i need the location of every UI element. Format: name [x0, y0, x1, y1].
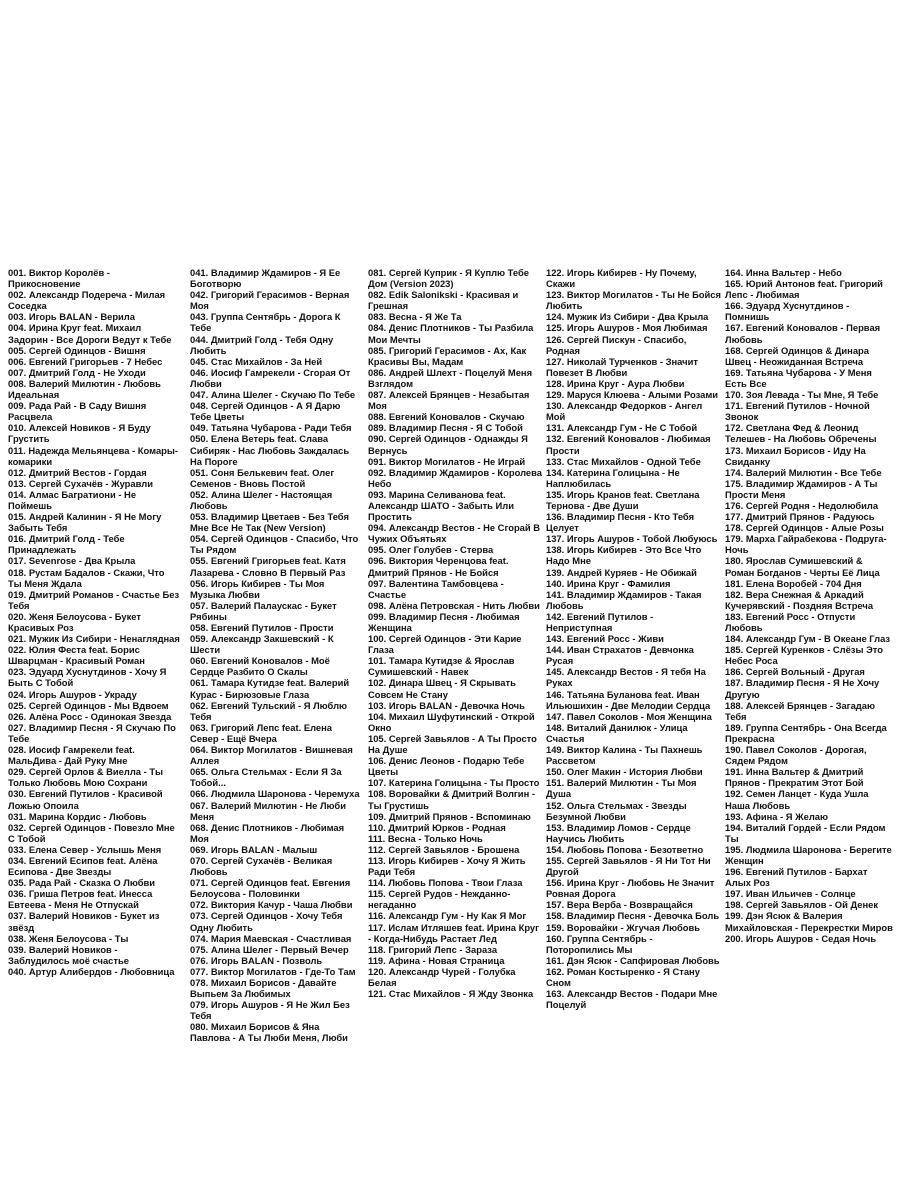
track-entry: 118. Григорий Лепс - Зараза: [368, 943, 498, 955]
track-entry: 111. Весна - Только Ночь: [368, 832, 483, 844]
track-entry: 134. Катерина Голицына - Не Наплюбилась: [546, 466, 680, 489]
track-entry: 128. Ирина Круг - Аура Любви: [546, 377, 685, 389]
track-entry: 099. Владимир Песня - Любимая Женщина: [368, 610, 520, 633]
track-entry: 119. Афина - Новая Страница: [368, 954, 505, 966]
track-entry: 077. Виктор Могилатов - Где-То Там: [190, 965, 356, 977]
track-entry: 161. Дэн Ясюк - Сапфировая Любовь: [546, 954, 720, 966]
track-entry: 196. Евгений Путилов - Бархат Алых Роз: [725, 866, 868, 889]
track-entry: 147. Павел Соколов - Моя Женщина: [546, 710, 712, 722]
track-entry: 137. Игорь Ашуров - Тобой Любуюсь: [546, 533, 718, 545]
track-entry: 096. Виктория Черенцова feat. Дмитрий Прянов - Не Бойся: [368, 555, 509, 578]
track-entry: 013. Сергей Сухачёв - Журавли: [8, 477, 153, 489]
track-entry: 182. Вера Снежная & Аркадий Кучерявский - Поздняя Встреча: [725, 588, 874, 611]
track-entry: 101. Тамара Кутидзе & Ярослав Сумишевский - Навек: [368, 655, 515, 678]
track-entry: 053. Владимир Цветаев - Без Тебя Мне Все Не Так (New Version): [190, 511, 349, 534]
track-entry: 019. Дмитрий Романов - Счастье Без Тебя: [8, 588, 180, 611]
track-entry: 024. Игорь Ашуров - Украду: [8, 688, 137, 700]
track-entry: 033. Елена Север - Услышь Меня: [8, 843, 162, 855]
track-entry: 160. Группа Сентябрь - Поторопились Мы: [546, 932, 653, 955]
track-entry: 009. Рада Рай - В Саду Вишня Расцвела: [8, 400, 147, 423]
track-entry: 048. Сергей Одинцов - А Я Дарю Тебе Цветы: [190, 400, 341, 423]
track-entry: 164. Инна Вальтер - Небо: [725, 267, 842, 278]
track-entry: 122. Игорь Кибирев - Ну Почему, Скажи: [546, 267, 697, 290]
track-entry: 174. Валерий Милютин - Все Тебе: [725, 466, 882, 478]
track-entry: 003. Игорь BALAN - Верила: [8, 311, 135, 323]
track-entry: 058. Евгений Путилов - Прости: [190, 622, 334, 633]
track-entry: 109. Дмитрий Прянов - Вспоминаю: [368, 810, 531, 822]
track-entry: 010. Алексей Новиков - Я Буду Грустить: [8, 422, 151, 445]
track-entry: 057. Валерий Палаускас - Букет Рябины: [190, 599, 337, 622]
track-entry: 189. Группа Сентябрь - Она Всегда Прекрасна: [725, 721, 887, 744]
track-entry: 152. Ольга Стельмах - Звезды Безумной Любви: [546, 799, 687, 822]
track-entry: 082. Edik Salonikski - Красивая и Грешная: [368, 289, 519, 312]
track-entry: 097. Валентина Тамбовцева - Счастье: [368, 577, 504, 600]
track-entry: 034. Евгений Есипов feat. Алёна Есипова - Две Звезды: [8, 854, 158, 878]
track-entry: 011. Надежда Мельянцева - Комары-комарики: [8, 444, 179, 467]
track-entry: 156. Ирина Круг - Любовь Не Значит Ровная Дорога: [546, 877, 715, 900]
track-entry: 116. Александр Гум - Ну Как Я Мог: [368, 910, 527, 922]
track-entry: 141. Владимир Ждамиров - Такая Любовь: [546, 588, 702, 611]
track-entry: 108. Воровайки & Дмитрий Волгин - Ты Грустишь: [368, 788, 535, 811]
track-entry: 181. Елена Воробей - 704 Дня: [725, 577, 862, 589]
track-entry: 036. Гриша Петров feat. Инесса Евтеева - Меня Не Отпускай: [8, 888, 153, 911]
tracklist-sheet: [8, 267, 894, 1044]
track-entry: 157. Вера Верба - Возвращайся: [546, 899, 693, 911]
track-entry: 002. Александр Подереча - Милая Соседка: [8, 289, 166, 312]
track-entry: 016. Дмитрий Голд - Тебе Принадлежать: [8, 533, 125, 556]
track-entry: 113. Игорь Кибирев - Хочу Я Жить Ради Тебя: [368, 854, 526, 878]
track-entry: 040. Артур Алибердов - Любовница: [8, 965, 175, 977]
track-entry: 155. Сергей Завьялов - Я Ни Тот Ни Другой: [546, 854, 711, 878]
track-entry: 055. Евгений Григорьев feat. Катя Лазарева - Словно В Первый Раз: [190, 555, 346, 578]
track-entry: 195. Людмила Шаронова - Берегите Женщин: [725, 843, 892, 866]
track-entry: 104. Михаил Шуфутинский - Открой Окно: [368, 710, 535, 733]
track-entry: 140. Ирина Круг - Фамилия: [546, 577, 671, 589]
track-entry: 049. Татьяна Чубарова - Ради Тебя: [190, 422, 352, 434]
track-entry: 063. Григорий Лепс feat. Елена Север - Ещё Вчера: [190, 721, 332, 744]
track-entry: 136. Владимир Песня - Кто Тебя Целует: [546, 511, 695, 534]
track-entry: 151. Валерий Милютин - Ты Моя Душа: [546, 777, 697, 800]
track-entry: 020. Женя Белоусова - Букет Красивых Роз: [8, 610, 141, 633]
track-entry: 075. Алина Шелег - Первый Вечер: [190, 943, 349, 955]
track-entry: 126. Сергей Пискун - Спасибо, Родная: [546, 333, 687, 356]
track-entry: 090. Сергей Одинцов - Однажды Я Вернусь: [368, 433, 528, 456]
track-entry: 045. Стас Михайлов - За Ней: [190, 355, 323, 367]
track-entry: 115. Сергей Рудов - Нежданно-негаданно: [368, 888, 511, 911]
track-entry: 180. Ярослав Сумишевский & Роман Богданов - Черты Её Лица: [725, 555, 880, 578]
track-entry: 159. Воровайки - Жгучая Любовь: [546, 921, 701, 933]
track-entry: 132. Евгений Коновалов - Любимая Прости: [546, 433, 711, 456]
track-entry: 103. Игорь BALAN - Девочка Ночь: [368, 699, 525, 711]
track-entry: 144. Иван Страхатов - Девчонка Русая: [546, 644, 694, 667]
track-entry: 064. Виктор Могилатов - Вишневая Аллея: [190, 744, 353, 767]
track-entry: 149. Виктор Калина - Ты Пахнешь Рассветом: [546, 744, 703, 767]
track-entry: 124. Мужик Из Сибири - Два Крыла: [546, 311, 709, 323]
track-entry: 089. Владимир Песня - Я С Тобой: [368, 422, 523, 434]
track-entry: 051. Соня Белькевич feat. Олег Семенов - Вновь Постой: [190, 466, 335, 489]
track-entry: 175. Владимир Ждамиров - А Ты Прости Меня: [725, 477, 878, 500]
track-entry: 037. Валерий Новиков - Букет из звёзд: [8, 910, 160, 933]
track-entry: 039. Валерий Новиков - Заблудилось моё счастье: [8, 943, 129, 966]
track-entry: 071. Сергей Одинцов feat. Евгения Белоусова - Половинки: [190, 877, 351, 900]
track-entry: 059. Александр Закшевский - К Шести: [190, 633, 334, 656]
track-entry: 139. Андрей Куряев - Не Обижай: [546, 566, 697, 578]
track-entry: 083. Весна - Я Же Та: [368, 311, 462, 323]
track-entry: 177. Дмитрий Прянов - Радуюсь: [725, 511, 875, 523]
track-entry: 029. Сергей Орлов & Виелла - Ты Только Любовь Мою Сохрани: [8, 766, 163, 789]
track-entry: 114. Любовь Попова - Твои Глаза: [368, 877, 523, 889]
track-entry: 085. Григорий Герасимов - Ах, Как Красивы Вы, Мадам: [368, 344, 527, 367]
track-entry: 091. Виктор Могилатов - Не Играй: [368, 455, 526, 467]
track-entry: 067. Валерий Милютин - Не Люби Меня: [190, 799, 346, 822]
track-entry: 018. Рустам Бадалов - Скажи, Что Ты Меня Ждала: [8, 566, 165, 589]
track-entry: 146. Татьяна Буланова feat. Иван Ильюшихин - Две Мелодии Сердца: [546, 688, 711, 711]
track-entry: 120. Александр Чурей - Голубка Белая: [368, 965, 516, 988]
track-entry: 186. Сергей Вольный - Другая: [725, 666, 865, 678]
track-entry: 012. Дмитрий Вестов - Гордая: [8, 466, 147, 478]
track-entry: 125. Игорь Ашуров - Моя Любимая: [546, 322, 708, 334]
track-entry: 117. Ислам Итляшев feat. Ирина Круг - Когда-Нибудь Растает Лед: [368, 921, 540, 944]
track-entry: 098. Алёна Петровская - Нить Любви: [368, 599, 540, 611]
track-entry: 032. Сергей Одинцов - Повезло Мне С Тобой: [8, 821, 175, 844]
tracklist-column-2: [190, 267, 362, 1044]
track-entry: 004. Ирина Круг feat. Михаил Задорин - Все Дороги Ведут к Тебе: [8, 322, 172, 345]
track-entry: 170. Зоя Левада - Ты Мне, Я Тебе: [725, 389, 879, 401]
track-entry: 056. Игорь Кибирев - Ты Моя Музыка Любви: [190, 577, 325, 600]
track-entry: 162. Роман Костыренко - Я Стану Сном: [546, 965, 700, 988]
track-entry: 094. Александр Вестов - Не Сгорай В Чужих Объятьях: [368, 522, 541, 545]
track-entry: 168. Сергей Одинцов & Динара Швец - Неожиданная Встреча: [725, 344, 869, 367]
track-entry: 131. Александр Гум - Не С Тобой: [546, 422, 698, 434]
track-entry: 062. Евгений Тульский - Я Люблю Тебя: [190, 699, 348, 722]
track-entry: 026. Алёна Росс - Одинокая Звезда: [8, 710, 172, 722]
track-entry: 138. Игорь Кибирев - Это Все Что Надо Мне: [546, 544, 702, 567]
track-entry: 087. Алексей Брянцев - Незабытая Моя: [368, 389, 530, 412]
track-entry: 127. Николай Турченков - Значит Повезет В Любви: [546, 355, 698, 378]
track-entry: 001. Виктор Королёв - Прикосновение: [8, 267, 110, 290]
track-entry: 172. Светлана Фед & Леонид Телешев - На Любовь Обречены: [725, 422, 877, 445]
track-entry: 017. Sevenrose - Два Крыла: [8, 555, 136, 567]
track-entry: 169. Татьяна Чубарова - У Меня Есть Все: [725, 366, 872, 389]
track-entry: 060. Евгений Коновалов - Моё Сердце Разбито О Скалы: [190, 655, 330, 678]
track-entry: 081. Сергей Куприк - Я Куплю Тебе Дом (Version 2023): [368, 267, 530, 290]
track-entry: 107. Катерина Голицына - Ты Просто: [368, 777, 540, 789]
track-entry: 027. Владимир Песня - Я Скучаю По Тебе: [8, 721, 176, 744]
track-entry: 188. Алексей Брянцев - Загадаю Тебя: [725, 699, 875, 722]
track-entry: 187. Владимир Песня - Я Не Хочу Другую: [725, 677, 880, 700]
track-entry: 015. Андрей Калинин - Я Не Могу Забыть Тебя: [8, 511, 162, 534]
track-entry: 054. Сергей Одинцов - Спасибо, Что Ты Рядом: [190, 533, 359, 556]
track-entry: 030. Евгений Путилов - Красивой Ложью Опоила: [8, 788, 163, 811]
track-entry: 047. Алина Шелег - Скучаю По Тебе: [190, 389, 356, 401]
track-entry: 135. Игорь Кранов feat. Светлана Тернова - Две Души: [546, 488, 700, 511]
track-entry: 021. Мужик Из Сибири - Ненаглядная: [8, 633, 180, 645]
track-entry: 105. Сергей Завьялов - А Ты Просто На Душе: [368, 732, 537, 756]
track-entry: 041. Владимир Ждамиров - Я Ее Боготворю: [190, 267, 341, 290]
track-entry: 198. Сергей Завьялов - Ой Денек: [725, 899, 879, 911]
track-entry: 093. Марина Селиванова feat. Александр ШАТО - Забыть Или Простить: [368, 488, 515, 523]
track-entry: 163. Александр Вестов - Подари Мне Поцелуй: [546, 988, 718, 1011]
track-entry: 066. Людмила Шаронова - Черемуха: [190, 788, 360, 800]
track-entry: 199. Дэн Ясюк & Валерия Михайловская - Перекрестки Миров: [725, 910, 893, 933]
track-entry: 028. Иосиф Гамрекели feat. МальДива - Дай Руку Мне: [8, 744, 135, 767]
track-entry: 008. Валерий Милютин - Любовь Идеальная: [8, 377, 161, 401]
track-entry: 023. Эдуард Хуснутдинов - Хочу Я Быть С Тобой: [8, 666, 167, 689]
track-entry: 061. Тамара Кутидзе feat. Валерий Курас - Бирюзовые Глаза: [190, 677, 350, 700]
track-entry: 074. Мария Маевская - Счастливая: [190, 932, 352, 944]
track-entry: 006. Евгений Григорьев - 7 Небес: [8, 355, 163, 367]
track-entry: 193. Афина - Я Желаю: [725, 810, 829, 822]
track-entry: 142. Евгений Путилов - Неприступная: [546, 610, 654, 633]
track-entry: 038. Женя Белоусова - Ты: [8, 932, 129, 944]
track-entry: 197. Иван Ильичев - Солнце: [725, 888, 856, 900]
track-entry: 150. Олег Макин - История Любви: [546, 766, 703, 778]
track-entry: 050. Елена Ветерь feat. Слава Сибиряк - Нас Любовь Заждалась На Пороге: [190, 433, 350, 467]
track-entry: 106. Денис Леонов - Подарю Тебе Цветы: [368, 755, 525, 778]
track-entry: 192. Семен Ланцет - Куда Ушла Наша Любовь: [725, 788, 869, 811]
track-entry: 184. Александр Гум - В Океане Глаз: [725, 633, 891, 645]
track-entry: 073. Сергей Одинцов - Хочу Тебя Одну Любить: [190, 910, 343, 933]
track-entry: 068. Денис Плотников - Любимая Моя: [190, 821, 345, 844]
track-entry: 123. Виктор Могилатов - Ты Не Бойся Любить: [546, 289, 721, 312]
track-entry: 042. Григорий Герасимов - Верная Моя: [190, 289, 350, 312]
track-entry: 046. Иосиф Гамрекели - Сгорая От Любви: [190, 366, 351, 389]
tracklist-column-4: [546, 267, 722, 1010]
tracklist-column-1: [8, 267, 180, 977]
track-entry: 092. Владимир Ждамиров - Королева Небо: [368, 466, 542, 489]
track-entry: 080. Михаил Борисов & Яна Павлова - А Ты Люби Меня, Люби: [190, 1021, 348, 1044]
track-entry: 102. Динара Швец - Я Скрывать Совсем Не Стану: [368, 677, 516, 700]
track-entry: 035. Рада Рай - Сказка О Любви: [8, 877, 156, 889]
track-entry: 165. Юрий Антонов feat. Григорий Лепс - Любимая: [725, 278, 883, 301]
track-entry: 133. Стас Михайлов - Одной Тебе: [546, 455, 701, 467]
track-entry: 112. Сергей Завьялов - Брошена: [368, 843, 520, 855]
track-entry: 052. Алина Шелег - Настоящая Любовь: [190, 488, 333, 511]
track-entry: 022. Юлия Феста feat. Борис Шварцман - Красивый Роман: [8, 644, 145, 667]
track-entry: 044. Дмитрий Голд - Тебя Одну Любить: [190, 333, 334, 356]
track-entry: 166. Эдуард Хуснутдинов - Помнишь: [725, 300, 850, 323]
track-entry: 084. Денис Плотников - Ты Разбила Мои Мечты: [368, 322, 534, 345]
track-entry: 179. Марха Гайрабекова - Подруга-Ночь: [725, 533, 887, 556]
track-entry: 070. Сергей Сухачёв - Великая Любовь: [190, 854, 333, 878]
track-entry: 153. Владимир Ломов - Сердце Научись Любить: [546, 821, 691, 844]
track-entry: 154. Любовь Попова - Безответно: [546, 843, 704, 855]
track-entry: 100. Сергей Одинцов - Эти Карие Глаза: [368, 633, 522, 656]
track-entry: 031. Марина Кордис - Любовь: [8, 810, 147, 822]
track-entry: 065. Ольга Стельмах - Если Я За Тобой...: [190, 766, 342, 789]
track-entry: 158. Владимир Песня - Девочка Боль: [546, 910, 720, 922]
track-entry: 129. Маруся Клюева - Алыми Розами: [546, 389, 719, 401]
track-entry: 185. Сергей Куренков - Слёзы Это Небес Роса: [725, 644, 883, 667]
track-entry: 014. Алмас Багратиони - Не Поймешь: [8, 488, 137, 511]
track-entry: 110. Дмитрий Юрков - Родная: [368, 821, 506, 833]
track-entry: 171. Евгений Путилов - Ночной Звонок: [725, 400, 870, 423]
track-entry: 145. Александр Вестов - Я тебя На Руках: [546, 666, 706, 689]
track-entry: 176. Сергей Родня - Недолюбила: [725, 499, 879, 511]
track-entry: 076. Игорь BALAN - Позволь: [190, 954, 323, 966]
tracklist-column-5: [725, 267, 894, 944]
track-entry: 178. Сергей Одинцов - Алые Розы: [725, 522, 884, 534]
track-entry: 194. Виталий Гордей - Если Рядом Ты: [725, 821, 886, 844]
track-entry: 190. Павел Соколов - Дорогая, Сядем Рядом: [725, 744, 867, 767]
track-entry: 079. Игорь Ашуров - Я Не Жил Без Тебя: [190, 999, 350, 1022]
track-entry: 088. Евгений Коновалов - Скучаю: [368, 411, 525, 423]
track-entry: 121. Стас Михайлов - Я Жду Звонка: [368, 988, 534, 1000]
track-entry: 007. Дмитрий Голд - Не Уходи: [8, 366, 146, 378]
track-entry: 043. Группа Сентябрь - Дорога К Тебе: [190, 311, 341, 334]
track-entry: 167. Евгений Коновалов - Первая Любовь: [725, 322, 881, 345]
track-entry: 200. Игорь Ашуров - Седая Ночь: [725, 932, 877, 944]
track-entry: 025. Сергей Одинцов - Мы Вдвоем: [8, 699, 169, 711]
track-entry: 143. Евгений Росс - Живи: [546, 633, 664, 645]
track-entry: 086. Андрей Шлехт - Поцелуй Меня Взглядом: [368, 366, 533, 389]
track-entry: 130. Александр Федорков - Ангел Мой: [546, 400, 703, 423]
track-entry: 173. Михаил Борисов - Иду На Свиданку: [725, 444, 866, 467]
track-entry: 005. Сергей Одинцов - Вишня: [8, 344, 146, 356]
track-entry: 069. Игорь BALAN - Малыш: [190, 843, 318, 855]
track-entry: 148. Виталий Данилюк - Улица Счастья: [546, 721, 688, 744]
track-entry: 095. Олег Голубев - Стерва: [368, 544, 494, 556]
tracklist-column-3: [368, 267, 544, 999]
track-entry: 183. Евгений Росс - Отпусти Любовь: [725, 610, 856, 633]
track-entry: 072. Виктория Качур - Чаша Любви: [190, 899, 353, 911]
track-entry: 078. Михаил Борисов - Давайте Выпьем За Любимых: [190, 977, 337, 1000]
track-entry: 191. Инна Вальтер & Дмитрий Прянов - Прекратим Этот Бой: [725, 766, 864, 789]
